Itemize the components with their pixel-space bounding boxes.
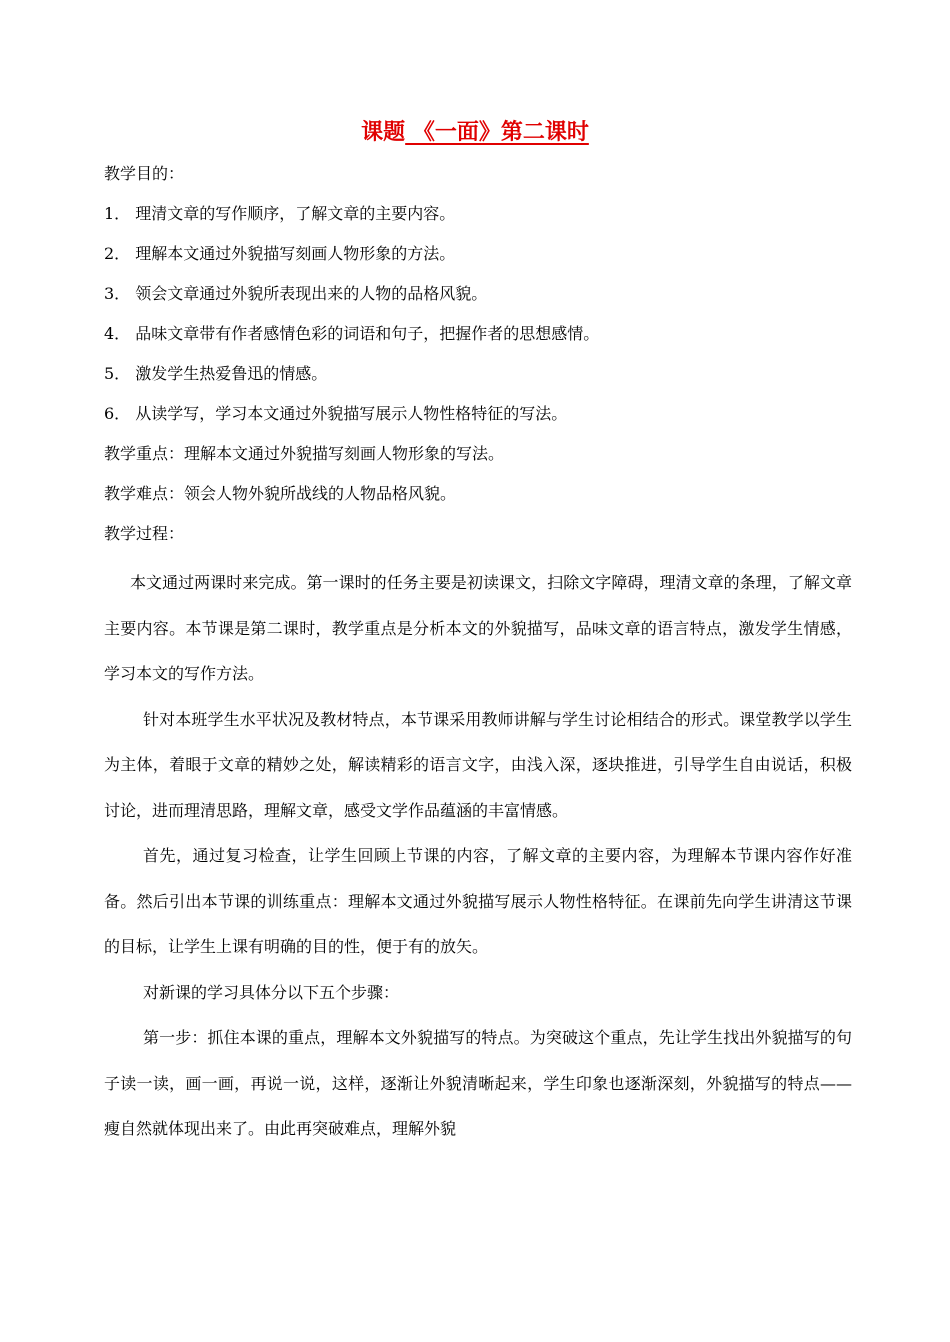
objective-item: 4． 品味文章带有作者感情色彩的词语和句子，把握作者的思想感情。 <box>104 324 600 343</box>
objectives-heading: 教学目的： <box>104 164 185 183</box>
objective-item: 5． 激发学生热爱鲁迅的情感。 <box>104 364 328 383</box>
title-underlined: 《一面》第二课时 <box>405 120 589 145</box>
paragraph: 首先，通过复习检查，让学生回顾上节课的内容，了解文章的主要内容，为理解本节课内容作好准备。然后引出本节课的训练重点：理解本文通过外貌描写展示人物性格特征。在课前先向学生讲清这节课的目标，让学生上课有明确的目的性，便于有的放矢。 <box>104 846 852 956</box>
difficulty: 教学难点：领会人物外貌所战线的人物品格风貌。 <box>104 484 457 503</box>
paragraph: 针对本班学生水平状况及教材特点，本节课采用教师讲解与学生讨论相结合的形式。课堂教学以学生为主体，着眼于文章的精妙之处，解读精彩的语言文字，由浅入深，逐块推进，引导学生自由说话，积极讨论，进而理清思路，理解文章，感受文学作品蕴涵的丰富情感。 <box>104 709 852 820</box>
title-prefix: 课题 <box>361 120 406 145</box>
paragraph: 第一步：抓住本课的重点，理解本文外貌描写的特点。为突破这个重点，先让学生找出外貌描写的句子读一读，画一画，再说一说，这样，逐渐让外貌清晰起来，学生印象也逐渐深刻，外貌描写的特点——瘦自然就体现出来了。由此再突破难点，理解外貌 <box>104 1028 852 1138</box>
key-point: 教学重点：理解本文通过外貌描写刻画人物形象的写法。 <box>104 444 505 463</box>
paragraph: 本文通过两课时来完成。第一课时的任务主要是初读课文，扫除文字障碍，理清文章的条理，了解文章主要内容。本节课是第二课时，教学重点是分析本文的外貌描写，品味文章的语言特点，激发学生情感，学习本文的写作方法。 <box>104 573 852 683</box>
document-body <box>104 160 852 1152</box>
objective-item: 1． 理清文章的写作顺序，了解文章的主要内容。 <box>104 204 456 223</box>
objective-item: 3． 领会文章通过外貌所表现出来的人物的品格风貌。 <box>104 284 488 303</box>
document-title <box>0 115 950 146</box>
objective-item: 2． 理解本文通过外貌描写刻画人物形象的方法。 <box>104 244 456 263</box>
process-heading: 教学过程： <box>104 524 185 543</box>
paragraph: 对新课的学习具体分以下五个步骤： <box>143 982 400 1002</box>
objective-item: 6． 从读学写，学习本文通过外貌描写展示人物性格特征的写法。 <box>104 404 568 423</box>
